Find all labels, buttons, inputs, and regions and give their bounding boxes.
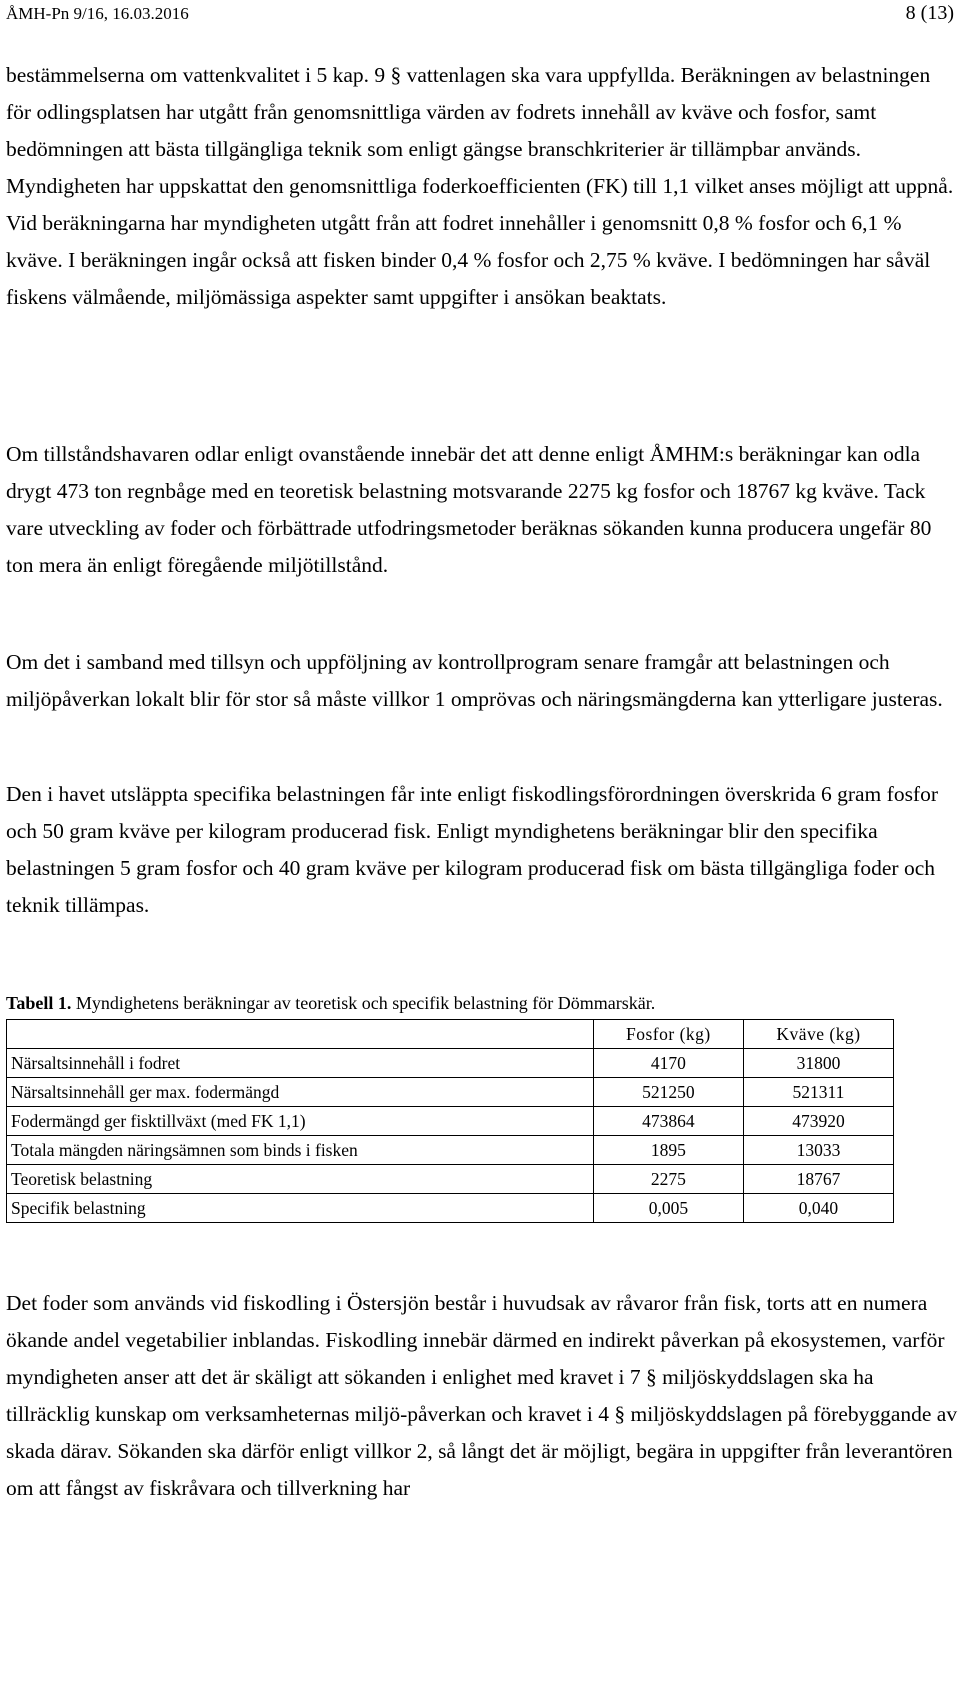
load-table [6,1019,894,1223]
cell-kvave: 0,040 [743,1194,893,1223]
cell-fosfor: 1895 [593,1136,743,1165]
paragraph-review: Om det i samband med tillsyn och uppföljning av kontrollprogram senare framgår att belastningen och miljöpåverkan lokalt blir för stor så måste villkor 1 omprövas och näringsmängderna kan ytterligare justeras. [6,650,943,711]
paragraph-production: Om tillståndshavaren odlar enligt ovanstående innebär det att denne enligt ÅMHM:s beräkningar kan odla drygt 473 ton regnbåge med en teoretisk belastning motsvarande 2275 kg fosfor och 18767 kg kväve. Tack vare utveckling av foder och förbättrade utfodringsmetoder beräknas sökanden kunna producera ungefär 80 ton mera än enligt föregående miljötillstånd. [6,442,932,577]
page-header [6,4,954,28]
table-caption-label: Tabell 1. [6,993,72,1013]
paragraph-feed: Det foder som används vid fiskodling i Östersjön består i huvudsak av råvaror från fisk, torts att en numera ökande andel vegetabilier inblandas. Fiskodling innebär därmed en indirekt påverkan på ekosystemen, varför myndigheten anser att det är skäligt att sökanden i enlighet med kravet i 7 § miljöskyddslagen ska ha tillräcklig kunskap om verksamheternas miljö-påverkan och kravet i 4 § miljöskyddslagen på förebyggande av skada därav. Sökanden ska därför enligt villkor 2, så långt det är möjligt, begära in uppgifter från leverantören om att fångst av fiskråvara och tillverkning har [6,1291,958,1500]
paragraph-specific-load: Den i havet utsläppta specifika belastningen får inte enligt fiskodlingsförordningen överskrida 6 gram fosfor och 50 gram kväve per kilogram producerad fisk. Enligt myndighetens beräkningar blir den specifika belastningen 5 gram fosfor och 40 gram kväve per kilogram producerad fisk om bästa tillgängliga foder och teknik tillämpas. [6,782,939,917]
row-label: Fodermängd ger fisktillväxt (med FK 1,1) [7,1107,594,1136]
row-label: Specifik belastning [7,1194,594,1223]
cell-fosfor: 473864 [593,1107,743,1136]
table-row [7,1165,894,1194]
cell-kvave: 13033 [743,1136,893,1165]
cell-fosfor: 4170 [593,1049,743,1078]
table-row [7,1194,894,1223]
cell-kvave: 18767 [743,1165,893,1194]
row-label: Totala mängden näringsämnen som binds i fisken [7,1136,594,1165]
row-label: Närsaltsinnehåll ger max. fodermängd [7,1078,594,1107]
table-row [7,1107,894,1136]
paragraph-lead: bestämmelserna om vattenkvalitet i 5 kap. 9 § vattenlagen ska vara uppfyllda. Beräkningen av belastningen för odlingsplatsen har utgått från genomsnittliga värden av fodrets innehåll av kväve och fosfor, samt bedömningen att bästa tillgängliga teknik som enligt gängse branschkriterier är tillämpbar används. Myndigheten har uppskattat den genomsnittliga foderkoefficienten (FK) till 1,1 vilket anses möjligt att uppnå. Vid beräkningarna har myndigheten utgått från att fodret innehåller i genomsnitt 0,8 % fosfor och 6,1 % kväve. I beräkningen ingår också att fisken binder 0,4 % fosfor och 2,75 % kväve. I bedömningen har såväl fiskens välmående, miljömässiga aspekter samt uppgifter i ansökan beaktats. [6,63,954,309]
table-row [7,1049,894,1078]
cell-fosfor: 2275 [593,1165,743,1194]
table-caption-text: Myndighetens beräkningar av teoretisk och specifik belastning för Dömmarskär. [75,993,656,1013]
column-header-item [7,1020,594,1049]
table-row [7,1078,894,1107]
column-header-kvave: Kväve (kg) [743,1020,893,1049]
cell-kvave: 31800 [743,1049,893,1078]
cell-fosfor: 521250 [593,1078,743,1107]
row-label: Teoretisk belastning [7,1165,594,1194]
cell-fosfor: 0,005 [593,1194,743,1223]
table-caption [6,993,655,1014]
row-label: Närsaltsinnehåll i fodret [7,1049,594,1078]
cell-kvave: 473920 [743,1107,893,1136]
column-header-fosfor: Fosfor (kg) [593,1020,743,1049]
document-reference: ÅMH-Pn 9/16, 16.03.2016 [6,4,189,23]
table-header-row [7,1020,894,1049]
page-number: 8 (13) [905,2,954,24]
cell-kvave: 521311 [743,1078,893,1107]
table-row [7,1136,894,1165]
